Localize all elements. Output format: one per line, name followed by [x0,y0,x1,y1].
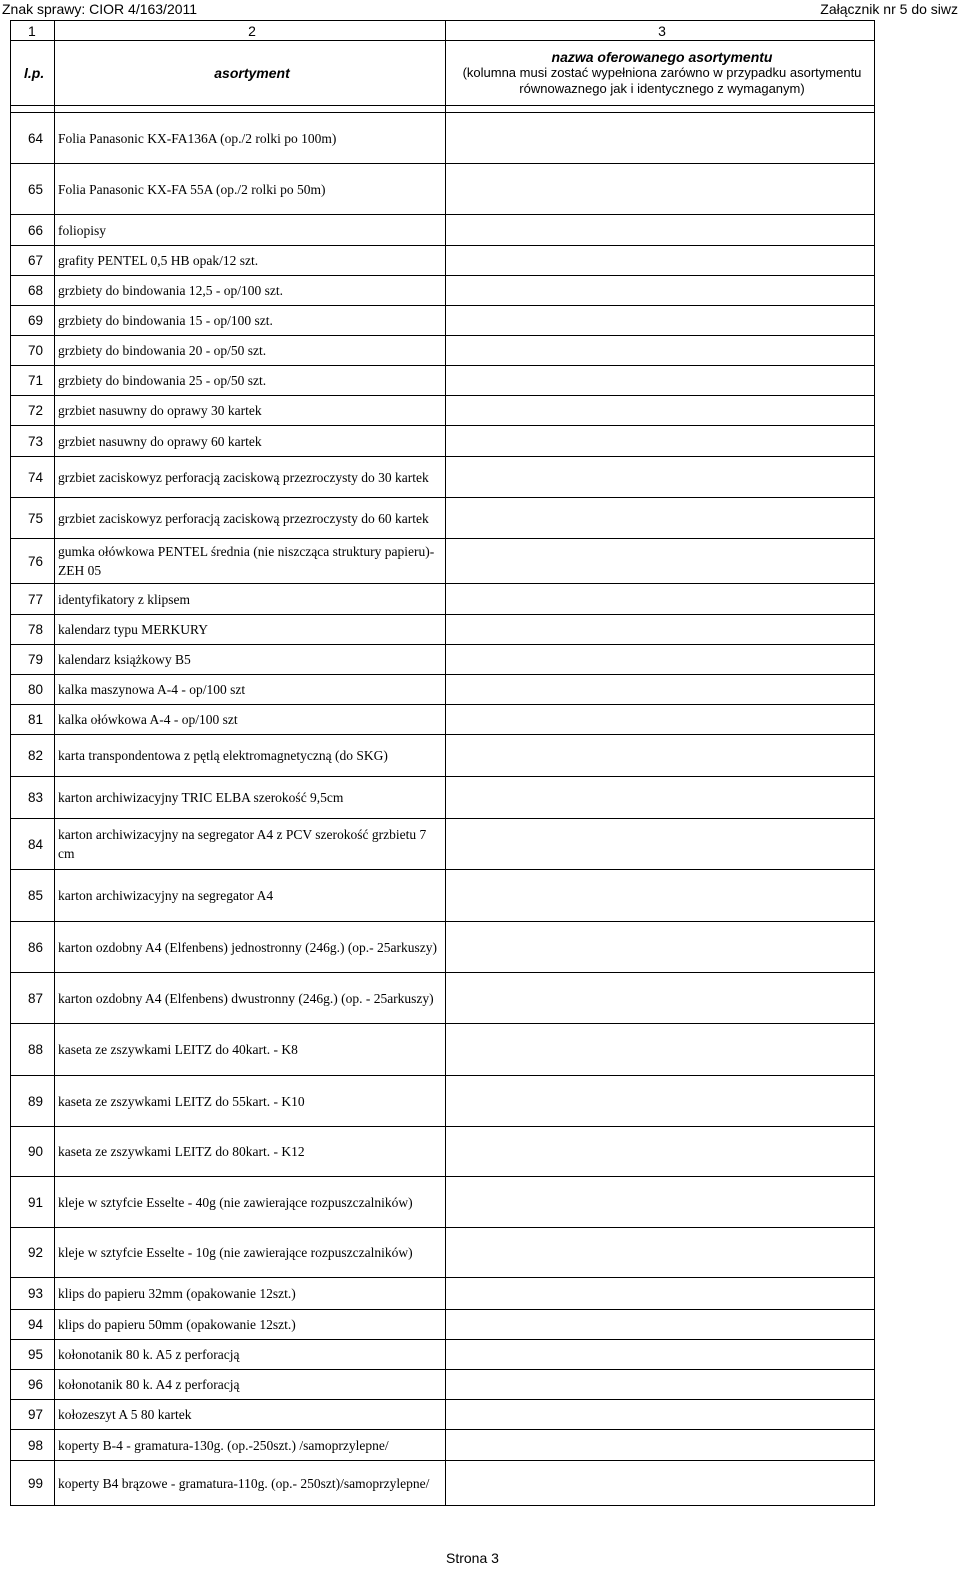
row-number: 87 [11,973,55,1024]
table-row [11,1024,875,1076]
row-number: 96 [11,1370,55,1400]
row-assortment: kleje w sztyfcie Esselte - 40g (nie zawierające rozpuszczalników) [55,1177,446,1228]
row-offered-name[interactable] [446,735,875,777]
table-row [11,336,875,366]
table-row [11,615,875,645]
column-number-3: 3 [446,21,875,41]
row-assortment: gumka ołówkowa PENTEL średnia (nie niszcząca struktury papieru)- ZEH 05 [55,539,446,584]
row-offered-name[interactable] [446,113,875,164]
row-number: 80 [11,675,55,705]
table-row [11,539,875,584]
row-assortment: kleje w sztyfcie Esselte - 10g (nie zawierające rozpuszczalników) [55,1228,446,1278]
page-footer: Strona 3 [446,1550,499,1566]
row-assortment: Folia Panasonic KX-FA136A (op./2 rolki po 100m) [55,113,446,164]
row-number: 92 [11,1228,55,1278]
row-number: 65 [11,164,55,215]
row-offered-name[interactable] [446,246,875,276]
table-row [11,215,875,246]
table-row [11,1370,875,1400]
table-row [11,498,875,539]
row-number: 74 [11,457,55,498]
row-number: 64 [11,113,55,164]
row-offered-name[interactable] [446,777,875,819]
row-assortment: kaseta ze zszywkami LEITZ do 80kart. - K12 [55,1127,446,1177]
row-assortment: identyfikatory z klipsem [55,584,446,615]
row-offered-name[interactable] [446,1400,875,1430]
row-number: 91 [11,1177,55,1228]
header-spacer-row [11,106,875,113]
row-assortment: grzbiet nasuwny do oprawy 30 kartek [55,396,446,426]
header-offered-name-title: nazwa oferowanego asortymentu [551,49,773,65]
row-offered-name[interactable] [446,1340,875,1370]
row-number: 81 [11,705,55,735]
row-number: 97 [11,1400,55,1430]
row-number: 73 [11,426,55,457]
table-row [11,705,875,735]
row-assortment: grzbiet zaciskowyz perforacją zaciskową przezroczysty do 60 kartek [55,498,446,539]
row-assortment: grafity PENTEL 0,5 HB opak/12 szt. [55,246,446,276]
row-assortment: kalka maszynowa A-4 - op/100 szt [55,675,446,705]
column-number-row [11,21,875,41]
row-offered-name[interactable] [446,1278,875,1310]
header-offered-name-note: (kolumna musi zostać wypełniona zarówno w przypadku asortymentu równowaznego jak i identycznego z wymaganym) [462,65,862,96]
row-assortment: koperty B-4 - gramatura-130g. (op.-250szt.) /samoprzylepne/ [55,1430,446,1461]
row-offered-name[interactable] [446,276,875,306]
table-row [11,1461,875,1506]
row-assortment: grzbiety do bindowania 20 - op/50 szt. [55,336,446,366]
row-offered-name[interactable] [446,1310,875,1340]
table-row [11,675,875,705]
table-row [11,396,875,426]
row-number: 66 [11,215,55,246]
table-row [11,1430,875,1461]
row-assortment: koperty B4 brązowe - gramatura-110g. (op.- 250szt)/samoprzylepne/ [55,1461,446,1506]
table-row [11,1400,875,1430]
table-row [11,164,875,215]
row-number: 83 [11,777,55,819]
table-row [11,246,875,276]
header-assortment: asortyment [55,41,446,106]
row-offered-name[interactable] [446,1461,875,1506]
row-offered-name[interactable] [446,819,875,870]
row-offered-name[interactable] [446,1228,875,1278]
table-row [11,973,875,1024]
row-assortment: grzbiet zaciskowyz perforacją zaciskową przezroczysty do 30 kartek [55,457,446,498]
table-row [11,1310,875,1340]
row-offered-name[interactable] [446,645,875,675]
table-row [11,1127,875,1177]
table-row [11,870,875,922]
table-row [11,777,875,819]
row-number: 71 [11,366,55,396]
row-offered-name[interactable] [446,615,875,645]
row-offered-name[interactable] [446,457,875,498]
table-row [11,1228,875,1278]
header-lp: l.p. [11,41,55,106]
row-assortment: kołonotanik 80 k. A4 z perforacją [55,1370,446,1400]
row-number: 72 [11,396,55,426]
row-assortment: karton archiwizacyjny na segregator A4 [55,870,446,922]
row-offered-name[interactable] [446,584,875,615]
row-offered-name[interactable] [446,215,875,246]
row-assortment: karton ozdobny A4 (Elfenbens) jednostronny (246g.) (op.- 25arkuszy) [55,922,446,973]
table-row [11,1177,875,1228]
row-offered-name[interactable] [446,973,875,1024]
table-row [11,819,875,870]
table-row [11,366,875,396]
row-number: 98 [11,1430,55,1461]
row-offered-name[interactable] [446,1024,875,1076]
row-number: 70 [11,336,55,366]
row-offered-name[interactable] [446,366,875,396]
row-number: 75 [11,498,55,539]
row-assortment: Folia Panasonic KX-FA 55A (op./2 rolki po 50m) [55,164,446,215]
row-number: 82 [11,735,55,777]
row-assortment: kołonotanik 80 k. A5 z perforacją [55,1340,446,1370]
row-assortment: grzbiet nasuwny do oprawy 60 kartek [55,426,446,457]
row-assortment: karton ozdobny A4 (Elfenbens) dwustronny (246g.) (op. - 25arkuszy) [55,973,446,1024]
table-row [11,113,875,164]
row-assortment: kalka ołówkowa A-4 - op/100 szt [55,705,446,735]
table-row [11,1278,875,1310]
row-number: 88 [11,1024,55,1076]
row-offered-name[interactable] [446,498,875,539]
page-header [0,0,960,20]
row-assortment: klips do papieru 32mm (opakowanie 12szt.) [55,1278,446,1310]
row-number: 68 [11,276,55,306]
row-number: 95 [11,1340,55,1370]
row-offered-name[interactable] [446,396,875,426]
row-assortment: kalendarz typu MERKURY [55,615,446,645]
row-number: 85 [11,870,55,922]
row-assortment: grzbiety do bindowania 12,5 - op/100 szt. [55,276,446,306]
assortment-table [10,20,875,1506]
annex-label: Załącznik nr 5 do siwz [820,1,958,17]
column-number-1: 1 [11,21,55,41]
row-assortment: kaseta ze zszywkami LEITZ do 40kart. - K8 [55,1024,446,1076]
row-assortment: kołozeszyt A 5 80 kartek [55,1400,446,1430]
table-row [11,584,875,615]
table-row [11,1340,875,1370]
case-number: Znak sprawy: CIOR 4/163/2011 [2,1,198,17]
row-assortment: klips do papieru 50mm (opakowanie 12szt.) [55,1310,446,1340]
row-offered-name[interactable] [446,1076,875,1127]
header-offered-name [446,41,875,106]
table-row [11,276,875,306]
row-assortment: karta transpondentowa z pętlą elektromagnetyczną (do SKG) [55,735,446,777]
row-offered-name[interactable] [446,675,875,705]
row-number: 79 [11,645,55,675]
row-number: 67 [11,246,55,276]
row-number: 89 [11,1076,55,1127]
row-assortment: grzbiety do bindowania 15 - op/100 szt. [55,306,446,336]
row-number: 76 [11,539,55,584]
table-row [11,922,875,973]
row-offered-name[interactable] [446,1370,875,1400]
row-assortment: kalendarz książkowy B5 [55,645,446,675]
table-row [11,306,875,336]
row-number: 69 [11,306,55,336]
table-row [11,735,875,777]
row-number: 77 [11,584,55,615]
row-offered-name[interactable] [446,1430,875,1461]
row-offered-name[interactable] [446,870,875,922]
row-offered-name[interactable] [446,922,875,973]
row-offered-name[interactable] [446,1177,875,1228]
row-assortment: grzbiety do bindowania 25 - op/50 szt. [55,366,446,396]
header-row [11,41,875,106]
row-offered-name[interactable] [446,426,875,457]
row-assortment: karton archiwizacyjny TRIC ELBA szerokość 9,5cm [55,777,446,819]
table-row [11,645,875,675]
row-number: 93 [11,1278,55,1310]
row-offered-name[interactable] [446,164,875,215]
column-number-2: 2 [55,21,446,41]
row-offered-name[interactable] [446,306,875,336]
row-number: 86 [11,922,55,973]
row-number: 99 [11,1461,55,1506]
row-number: 94 [11,1310,55,1340]
row-assortment: foliopisy [55,215,446,246]
row-offered-name[interactable] [446,539,875,584]
table-row [11,426,875,457]
row-number: 90 [11,1127,55,1177]
row-offered-name[interactable] [446,1127,875,1177]
row-number: 78 [11,615,55,645]
table-row [11,1076,875,1127]
row-assortment: kaseta ze zszywkami LEITZ do 55kart. - K10 [55,1076,446,1127]
row-offered-name[interactable] [446,705,875,735]
row-number: 84 [11,819,55,870]
table-row [11,457,875,498]
row-offered-name[interactable] [446,336,875,366]
row-assortment: karton archiwizacyjny na segregator A4 z PCV szerokość grzbietu 7 cm [55,819,446,870]
